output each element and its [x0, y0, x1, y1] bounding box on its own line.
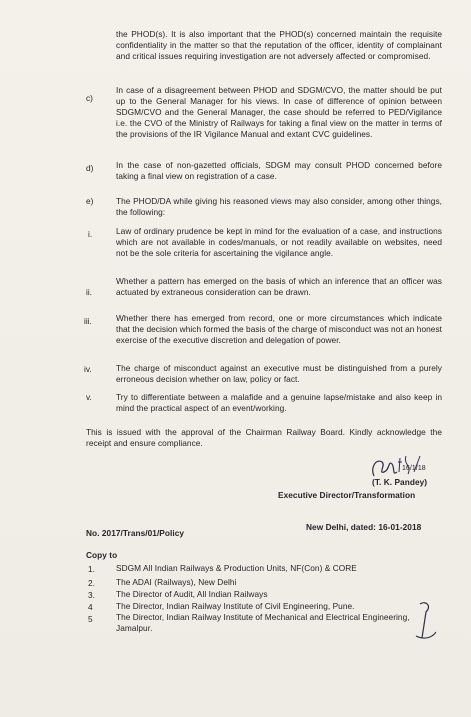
list-item: The Director of Audit, All Indian Railways — [116, 589, 268, 599]
paragraph-i: Law of ordinary prudence be kept in mind for the evaluation of a case, and instructions which are not available in codes/manuals, or not readily available on websites, need not be the sole criteria for ascertaining the vigilance angle. — [116, 226, 442, 258]
label-i: i. — [88, 229, 93, 239]
label-v: v. — [86, 392, 92, 402]
intro-paragraph: the PHOD(s). It is also important that the PHOD(s) concerned maintain the requisite confidentiality in the matter so that the reputation of the officer, identity of complainant and critical issues requiring investigation are not adversely affected or compromised. — [116, 29, 442, 61]
list-item: The ADAI (Railways), New Delhi — [116, 577, 237, 587]
list-item: The Director, Indian Railway Institute of Civil Engineering, Pune. — [116, 601, 355, 611]
list-item-number: 3. — [88, 590, 95, 600]
label-d: d) — [86, 163, 94, 173]
handwritten-mark-icon — [410, 598, 440, 644]
signatory-name: (T. K. Pandey) — [372, 477, 428, 487]
label-iv: iv. — [84, 364, 92, 374]
list-item-number: 1. — [88, 564, 95, 574]
paragraph-iii: Whether there has emerged from record, one or more circumstances which indicate that the decision which formed the basis of the charge of misconduct was not an honest exercise of the executive discretion and delegation of power. — [116, 313, 442, 345]
closing-paragraph: This is issued with the approval of the Chairman Railway Board. Kindly acknowledge the receipt and ensure compliance. — [86, 427, 442, 448]
place-date: New Delhi, dated: 16-01-2018 — [306, 522, 422, 532]
paragraph-ii: Whether a pattern has emerged on the basis of which an inference that an officer was actuated by extraneous consideration can be drawn. — [116, 276, 442, 297]
label-ii: ii. — [86, 287, 92, 297]
label-iii: iii. — [84, 316, 92, 326]
list-item-number: 5 — [88, 614, 93, 624]
paragraph-iv: The charge of misconduct against an executive must be distinguished from a purely erroneous decision whether on law, policy or fact. — [116, 363, 442, 384]
reference-number: No. 2017/Trans/01/Policy — [86, 528, 185, 538]
copy-to-heading: Copy to — [86, 550, 118, 560]
list-item-number: 2. — [88, 578, 95, 588]
paragraph-c: In case of a disagreement between PHOD and SDGM/CVO, the matter should be put up to the General Manager for his views. In case of difference of opinion between SDGM/CVO and the General Manager, the case should be referred to PED/Vigilance i.e. the CVO of the Ministry of Railways for taking a final view on the matter in terms of the provisions of the IR Vigilance Manual and extant CVC guidelines. — [116, 85, 442, 139]
paragraph-d: In the case of non-gazetted officials, SDGM may consult PHOD concerned before taking a final view on registration of a case. — [116, 160, 442, 181]
paragraph-v: Try to differentiate between a malafide and a genuine lapse/mistake and also keep in mind the practical aspect of an event/working. — [116, 392, 442, 413]
label-c: c) — [86, 93, 93, 103]
list-item-number: 4 — [88, 602, 93, 612]
list-item: The Director, Indian Railway Institute of Mechanical and Electrical Engineering, Jamalpur. — [116, 612, 410, 633]
signature-initials: 16/1/18 — [402, 465, 426, 472]
list-item: SDGM All Indian Railways & Production Units, NF(Con) & CORE — [116, 563, 357, 573]
paragraph-e: The PHOD/DA while giving his reasoned views may also consider, among other things, the following: — [116, 196, 442, 217]
signatory-title: Executive Director/Transformation — [278, 490, 416, 500]
label-e: e) — [86, 196, 94, 206]
